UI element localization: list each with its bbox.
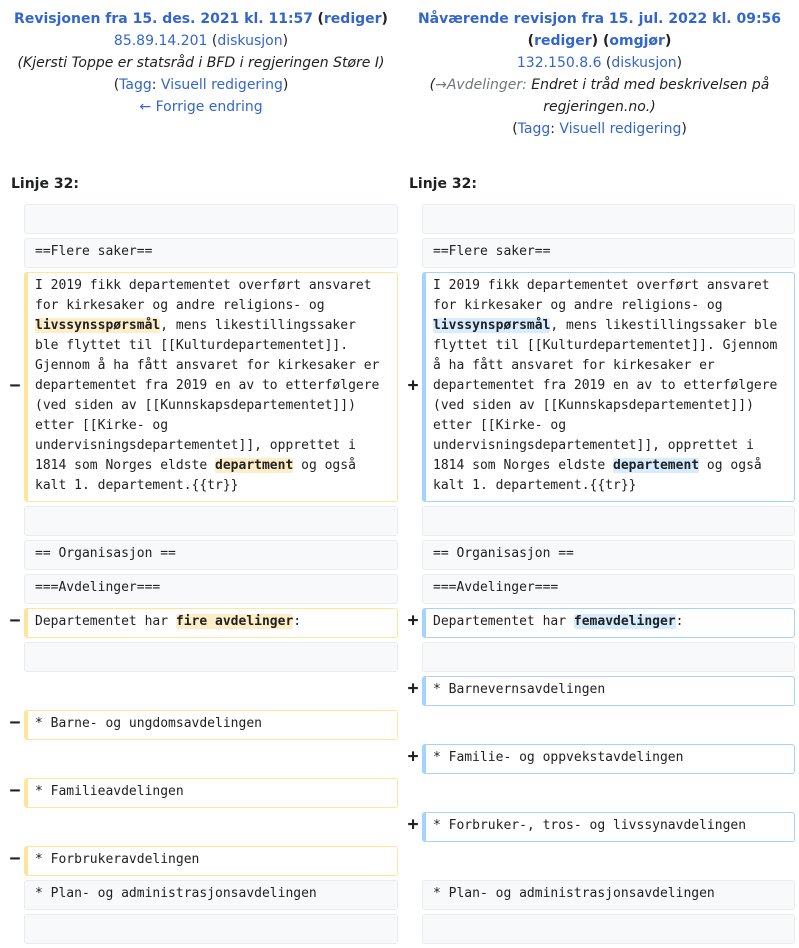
text-segment: og også kalt 1. departement.{{tr}} [35,458,364,493]
previous-edit-link[interactable]: ← Forrige endring [139,99,263,115]
text-segment: Departementet har [433,614,574,629]
context-empty-line [24,914,398,944]
left-tag-link[interactable]: Visuell redigering [160,77,283,93]
added-line: * Forbruker-, tros- og livssynavdelingen [422,812,795,842]
right-user-link[interactable]: 132.150.8.6 [516,55,602,71]
left-tag-label-link[interactable]: Tagg [119,77,152,93]
text-segment: I 2019 fikk departementet overført ansvaret for kirkesaker og andre religions- og [35,278,380,313]
deleted-line: * Barne- og ungdomsavdelingen [24,710,398,740]
text-segment: Departementet har [35,614,176,629]
context-empty-line [422,506,795,536]
text-segment: og også kalt 1. departement.{{tr}} [433,458,770,493]
deleted-word: fire avdelinger [175,614,294,629]
context-empty-line [24,642,398,672]
context-line: * Plan- og administrasjonsavdelingen [24,880,398,910]
deleted-line: * Forbrukeravdelingen [24,846,398,876]
left-user-link[interactable]: 85.89.14.201 [113,33,208,49]
text-segment: : [675,614,684,629]
left-revision-header: Revisjonen fra 15. des. 2021 kl. 11:57 (rediger) 85.89.14.201 (diskusjon) (Kjersti Toppe er statsråd i BFD i regjeringen Støre I) (Tagg: Visuell redigering) ← Forrige endring [0,8,402,118]
right-talk-link[interactable]: diskusjon [611,55,677,71]
right-tag-label-link[interactable]: Tagg [517,121,551,137]
deleted-line-marker: − [9,712,21,733]
text-segment: : [293,614,302,629]
context-empty-line [24,506,398,536]
right-line-number: Linje 32: [409,176,477,192]
added-word: departement [613,458,700,473]
deleted-line [24,608,398,638]
added-line: * Familie- og oppvekstavdelingen [422,744,795,774]
context-empty-line [422,642,795,672]
deleted-word: department [215,458,294,473]
context-line: ==Flere saker== [422,238,795,268]
deleted-paragraph [24,272,398,502]
deleted-word: livssynsspørsmål [35,318,161,333]
context-line: == Organisasjon == [24,540,398,570]
deleted-line-marker: − [9,375,21,396]
added-word: livssynspørsmål [433,318,551,333]
text-segment: I 2019 fikk departementet overført ansvaret for kirkesaker og andre religions- og [433,278,778,313]
added-word: femavdelinger [573,614,676,629]
context-line: ==Flere saker== [24,238,398,268]
added-line [422,608,795,638]
deleted-line-marker: − [9,780,21,801]
left-revision-title-link[interactable]: Revisjonen fra 15. des. 2021 kl. 11:57 [14,11,314,27]
right-summary-text: Endret i tråd med beskrivelsen på regjeringen.no. [531,77,770,115]
context-line: ===Avdelinger=== [422,574,795,604]
left-edit-summary: (Kjersti Toppe er statsråd i BFD i regjeringen Støre I) [17,55,385,71]
added-line-marker: + [407,746,419,767]
left-line-number: Linje 32: [11,176,79,192]
text-segment: , mens likestillingssaker ble flyttet til [[Kulturdepartementet]]. Gjennom å ha fått ansvaret for kirkesaker er departementet fra 2019 en av to etterfølgere (ved siden av [[Kunnskapsdepartementet]]) etter [[Kirke- og undervisningsdepartementet]], opprettet i 1814 som Norges eldste [433,318,786,473]
added-line-marker: + [407,814,419,835]
context-empty-line [422,204,795,234]
added-line-marker: + [407,375,419,396]
added-line-marker: + [407,678,419,699]
section-arrow-link[interactable]: →Avdelinger: [435,77,527,93]
left-edit-link[interactable]: rediger [323,11,382,27]
left-talk-link[interactable]: diskusjon [217,33,283,49]
deleted-line: * Familieavdelingen [24,778,398,808]
deleted-line-marker: − [9,610,21,631]
added-line: * Barnevernsavdelingen [422,676,795,706]
undo-link[interactable]: omgjør [609,33,665,49]
context-empty-line [422,914,795,944]
context-line: ===Avdelinger=== [24,574,398,604]
right-tag-link[interactable]: Visuell redigering [559,121,682,137]
deleted-line-marker: − [9,848,21,869]
context-empty-line [24,204,398,234]
right-revision-title-link[interactable]: Nåværende revisjon fra 15. jul. 2022 kl. 09:56 [417,11,782,27]
added-line-marker: + [407,610,419,631]
right-revision-header: Nåværende revisjon fra 15. jul. 2022 kl. 09:56 (rediger) (omgjør) 132.150.8.6 (diskusjon) (→Avdelinger: Endret i tråd med beskrivelsen på regjeringen.no.) (Tagg: Visuell redigering) [400,8,799,140]
context-line: * Plan- og administrasjonsavdelingen [422,880,795,910]
right-edit-summary: (→Avdelinger: Endret i tråd med beskrivelsen på regjeringen.no.) [429,77,770,115]
added-paragraph [422,272,795,502]
text-segment: , mens likestillingssaker ble flyttet til [[Kulturdepartementet]]. Gjennom å ha fått ansvaret for kirkesaker er departementet fra 2019 en av to etterfølgere (ved siden av [[Kunnskapsdepartementet]]) etter [[Kirke- og undervisningsdepartementet]], opprettet i 1814 som Norges eldste [35,318,388,473]
context-line: == Organisasjon == [422,540,795,570]
right-edit-link[interactable]: rediger [534,33,592,49]
